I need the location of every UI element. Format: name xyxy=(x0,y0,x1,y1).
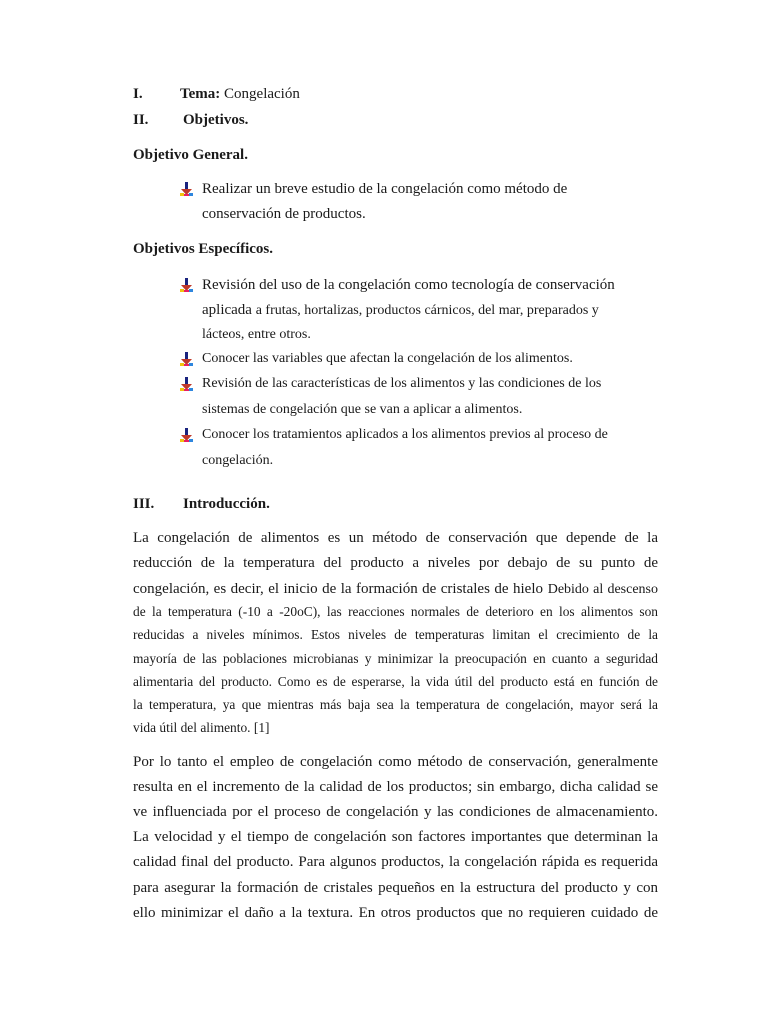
arrow-bullet-icon xyxy=(180,278,194,292)
section-title-tema xyxy=(180,86,300,103)
paragraph-2-line: calidad final del producto. Para algunos productos, la congelación rápida es requerida xyxy=(133,854,658,870)
arrow-bullet-icon xyxy=(180,182,194,196)
arrow-bullet-icon xyxy=(180,352,194,366)
specific-objective-2: Conocer las variables que afectan la congelación de los alimentos. xyxy=(202,351,573,366)
paragraph-1-line3-part-b: Debido al descenso xyxy=(547,582,659,597)
paragraph-1-line: de la temperatura (-10 a -20oC), las reacciones normales de deterioro en los alimentos son xyxy=(133,604,658,619)
arrow-bullet-icon xyxy=(180,377,194,391)
paragraph-1-line: reducción de la temperatura del producto a niveles por debajo de su punto de xyxy=(133,555,658,571)
heading-objetivo-general: Objetivo General. xyxy=(133,147,248,163)
section-title-objetivos: Objetivos. xyxy=(183,112,249,128)
paragraph-2-line: Por lo tanto el empleo de congelación como método de conservación, generalmente xyxy=(133,754,658,770)
specific-objective-4-line2: congelación. xyxy=(202,453,274,468)
section-number-2: II. xyxy=(133,112,149,128)
specific-objective-3-line1: Revisión de las características de los alimentos y las condiciones de los xyxy=(202,376,602,391)
tema-label: Tema: xyxy=(180,86,221,102)
paragraph-1-line: mayoría de las poblaciones microbianas y minimizar la preocupación en cuanto a seguridad xyxy=(133,651,658,666)
aplicada-word: aplicada xyxy=(202,302,252,318)
general-objective-line2: conservación de productos. xyxy=(202,206,366,222)
specific-objective-1-line3: lácteos, entre otros. xyxy=(202,327,311,342)
paragraph-1-line3-part-a: congelación, es decir, el inicio de la formación de cristales de hielo xyxy=(133,581,543,597)
general-objective-line1: Realizar un breve estudio de la congelación como método de xyxy=(202,181,568,197)
specific-objective-4-line1: Conocer los tratamientos aplicados a los alimentos previos al proceso de xyxy=(202,427,608,442)
paragraph-1-line: reducidas a niveles mínimos. Estos niveles de temperaturas limitan el crecimiento de la xyxy=(133,627,658,642)
paragraph-2-line: La velocidad y el tiempo de congelación son factores importantes que determinan la xyxy=(133,829,658,845)
section-number-3: III. xyxy=(133,496,155,512)
section-title-introduccion: Introducción. xyxy=(183,496,270,512)
paragraph-2-line: para asegurar la formación de cristales pequeños en la estructura del producto y con xyxy=(133,880,658,896)
paragraph-1-line: la temperatura, ya que mientras más baja sea la temperatura de congelación, mayor será la xyxy=(133,697,658,712)
specific-objective-1-line2 xyxy=(202,302,599,319)
tema-value: Congelación xyxy=(224,86,300,102)
specific-objective-1-line2-rest: a frutas, hortalizas, productos cárnicos, del mar, preparados y xyxy=(255,303,599,318)
paragraph-1-line: alimentaria del producto. Como es de esperarse, la vida útil del producto está en función de xyxy=(133,674,658,689)
paragraph-2-line: resulta en el incremento de la calidad de los productos; sin embargo, dicha calidad se xyxy=(133,779,658,795)
paragraph-2-line: ello minimizar el daño a la textura. En otros productos que no requieren cuidado de xyxy=(133,905,658,921)
paragraph-1-line xyxy=(133,580,658,598)
specific-objective-1-line1: Revisión del uso de la congelación como tecnología de conservación xyxy=(202,277,615,293)
paragraph-1-line: vida útil del alimento. [1] xyxy=(133,720,270,735)
paragraph-2-line: ve influenciada por el proceso de congelación y las condiciones de almacenamiento. xyxy=(133,804,658,820)
paragraph-1-line: La congelación de alimentos es un método de conservación que depende de la xyxy=(133,530,658,546)
specific-objective-3-line2: sistemas de congelación que se van a aplicar a alimentos. xyxy=(202,402,523,417)
section-number-1: I. xyxy=(133,86,143,102)
heading-objetivos-especificos: Objetivos Específicos. xyxy=(133,241,273,257)
arrow-bullet-icon xyxy=(180,428,194,442)
